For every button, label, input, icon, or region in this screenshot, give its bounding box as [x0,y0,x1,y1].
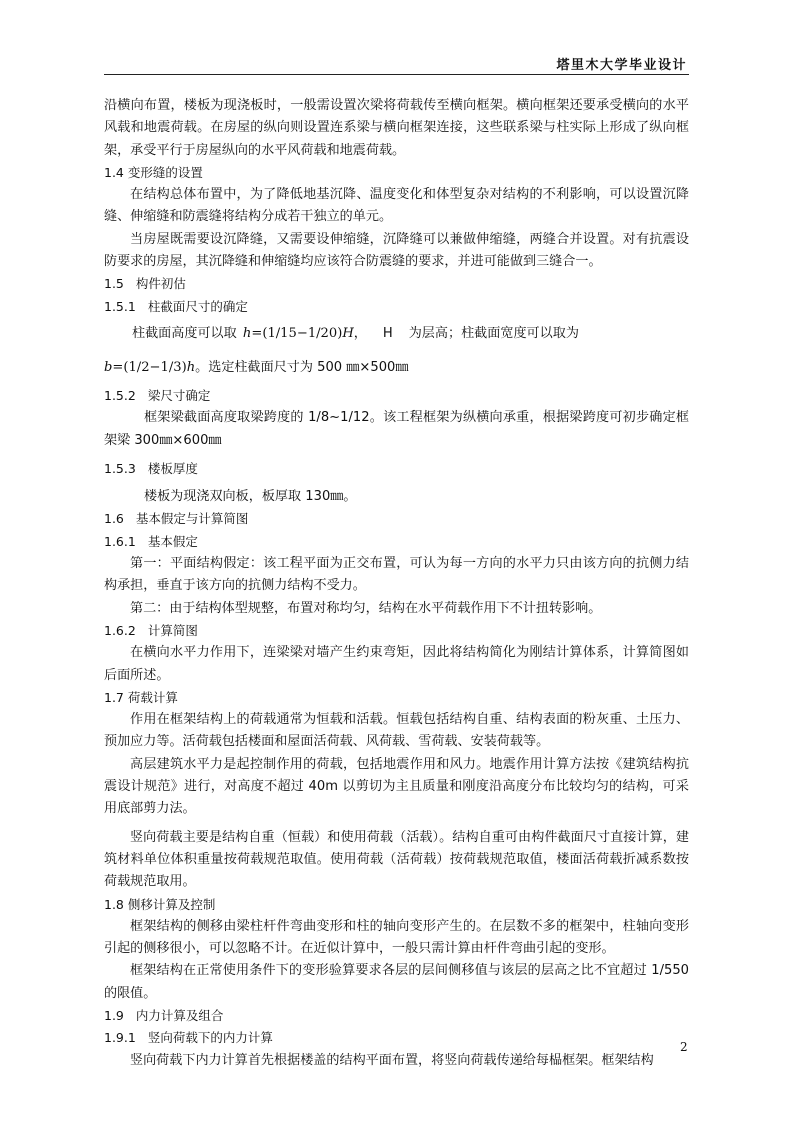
heading-title: 竖向荷载下的内力计算 [147,1030,273,1046]
section-heading-1-5-3 [104,458,689,480]
paragraph: 当房屋既需要设沉降缝，又需要设伸缩缝，沉降缝可以兼做伸缩缝，两缝合并设置。对有抗震设防要求的房屋，其沉降缝和伸缩缝均应该符合防震缝的要求，并进可能做到三缝合一。 [104,231,689,270]
section-heading-1-5-1 [104,296,689,318]
section-heading-1-6-2 [104,620,689,642]
paragraph: 框架结构在正常使用条件下的变形验算要求各层的层间侧移值与该层的层高之比不宜超过 1/550 的限值。 [104,963,689,1001]
heading-number: 1.6.1 [104,533,136,549]
formula-column-height: 柱截面高度可以取 h=(1/15−1/20)H， H 为层高；柱截面宽度可以取为 [132,325,579,341]
formula-math: h=(1/15−1/20)H [242,325,354,341]
paragraph: 竖向荷载主要是结构自重（恒载）和使用荷载（活载）。结构自重可由构件截面尺寸直接计算，建筑材料单位体积重量按荷载规范取值。使用荷载（活荷载）按荷载规范取值，楼面活荷载折减系数按荷载规范取用。 [104,829,689,890]
paragraph: 在结构总体布置中，为了降低地基沉降、温度变化和体型复杂对结构的不利影响，可以设置沉降缝、伸缩缝和防震缝将结构分成若干独立的单元。 [104,187,689,225]
formula-column-width [104,357,689,379]
paragraph: 高层建筑水平力是起控制作用的荷载，包括地震作用和风力。地震作用计算方法按《建筑结构抗震设计规范》进行，对高度不超过 40m 以剪切为主且质量和刚度沿高度分布比较均匀的结构，可采用底部剪力法。 [104,756,689,817]
paragraph: 框架梁截面高度取梁跨度的 1/8~1/12。该工程框架为纵横向承重，根据梁跨度可初步确定框架梁 300㎜×600㎜ [104,410,689,448]
section-heading-1-7: 1.7 荷载计算 [104,689,178,705]
heading-number: 1.6.2 [104,622,136,638]
formula-text: 为层高；柱截面宽度可以取为 [408,325,579,341]
formula-text: 柱截面高度可以取 [132,325,237,341]
heading-number: 1.5.2 [104,387,136,403]
paragraph: 竖向荷载下内力计算首先根据楼盖的结构平面布置，将竖向荷载传递给每榀框架。框架结构 [130,1052,654,1068]
heading-number: 1.9 [104,1007,124,1023]
header-title: 塔里木大学毕业设计 [556,58,687,73]
paragraph: 第一：平面结构假定：该工程平面为正交布置，可认为每一方向的水平力只由该方向的抗侧力结构承担，垂直于该方向的抗侧力结构不受力。 [104,556,689,594]
section-heading-1-6 [104,508,689,530]
section-heading-1-5 [104,273,689,295]
formula-text: 。选定柱截面尺寸为 500 ㎜×500㎜ [195,359,409,375]
heading-title: 内力计算及组合 [135,1007,224,1023]
heading-title: 构件初估 [135,276,186,292]
heading-number: 1.5.3 [104,460,136,476]
heading-title: 柱截面尺寸的确定 [147,298,248,314]
section-heading-1-9-1 [104,1027,689,1049]
paragraph: 框架结构的侧移由梁柱杆件弯曲变形和柱的轴向变形产生的。在层数不多的框架中，柱轴向变形引起的侧移很小，可以忽略不计。在近似计算中，一般只需计算由杆件弯曲引起的变形。 [104,918,689,957]
document-body [104,95,689,1072]
paragraph: 第二：由于结构体型规整，布置对称均匀，结构在水平荷载作用下不计扭转影响。 [130,600,602,616]
paragraph: 沿横向布置，楼板为现浇板时，一般需设置次梁将荷载传至横向框架。横向框架还要承受横向的水平风载和地震荷载。在房屋的纵向则设置连系梁与横向框架连接，这些联系梁与柱实际上形成了纵向框架，承受平行于房屋纵向的水平风荷载和地震荷载。 [104,98,689,158]
heading-number: 1.5 [104,276,124,292]
section-heading-1-6-1 [104,531,689,553]
heading-title: 基本假定 [147,533,198,549]
section-heading-1-8: 1.8 侧移计算及控制 [104,896,216,912]
section-heading-1-9 [104,1005,689,1027]
paragraph: 楼板为现浇双向板，板厚取 130㎜。 [144,489,357,505]
heading-title: 基本假定与计算简图 [135,511,249,527]
paragraph: 在横向水平力作用下，连梁梁对墙产生约束弯矩，因此将结构简化为刚结计算体系，计算简图如后面所述。 [104,645,689,683]
heading-number: 1.9.1 [104,1030,136,1046]
page-number: 2 [680,1040,688,1054]
heading-title: 梁尺寸确定 [147,387,211,403]
formula-math: b=(1/2−1/3)h [104,359,196,375]
heading-title: 计算简图 [147,622,198,638]
section-heading-1-5-2 [104,385,689,407]
heading-number: 1.6 [104,511,124,527]
heading-title: 楼板厚度 [147,460,198,476]
section-heading-1-4: 1.4 变形缝的设置 [104,164,203,180]
paragraph: 作用在框架结构上的荷载通常为恒载和活载。恒载包括结构自重、结构表面的粉灰重、土压力、预加应力等。活荷载包括楼面和屋面活荷载、风荷载、雪荷载、安装荷载等。 [104,712,689,750]
heading-number: 1.5.1 [104,298,136,314]
page-header [104,52,689,75]
